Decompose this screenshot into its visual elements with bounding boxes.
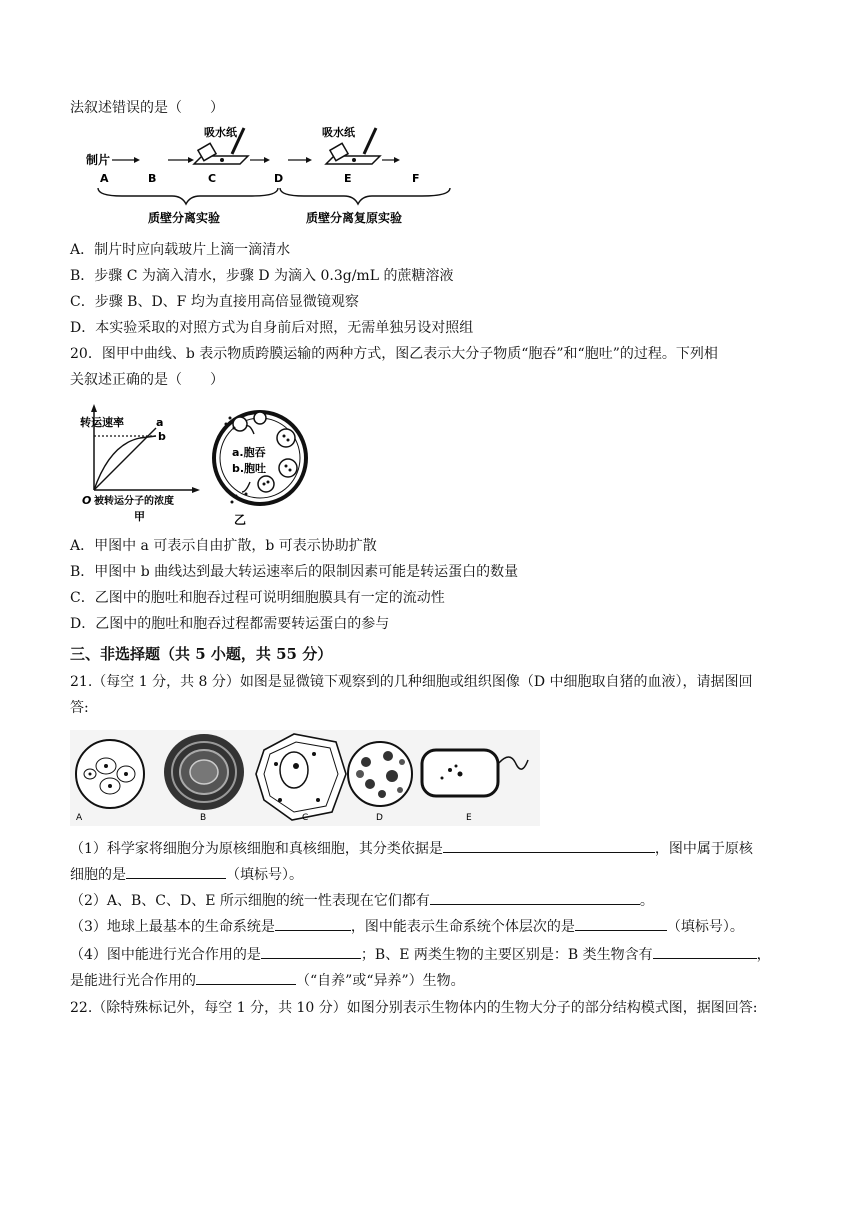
answer-blank-3[interactable] xyxy=(430,890,640,905)
answer-blank-8[interactable] xyxy=(196,970,296,985)
q19-stem-tail: 法叙述错误的是（ ） xyxy=(70,100,224,116)
q21-part1-line2: 细胞的是 （填标号）。 xyxy=(70,864,303,885)
label-absorbent-1: 吸水纸 xyxy=(204,126,237,139)
q19-experiment-figure xyxy=(82,124,462,230)
label-endocytosis: a.胞吞 xyxy=(232,446,266,459)
svg-text:E: E xyxy=(344,172,352,185)
cell-a-icon xyxy=(76,740,144,808)
label-deplasmolysis: 质壁分离复原实验 xyxy=(306,211,403,225)
q21-stem-line1: 21.（每空 1 分，共 8 分）如图是显微镜下观察到的几种细胞或组织图像（D 中细胞取自猪的血液），请据图回 xyxy=(70,674,753,690)
q21-part4-line2: 是能进行光合作用的 （“自养”或“异养”）生物。 xyxy=(70,970,465,991)
label-plasmolysis: 质壁分离实验 xyxy=(148,211,221,225)
q19-option-b: B．步骤 C 为滴入清水，步骤 D 为滴入 0.3g/mL 的蔗糖溶液 xyxy=(70,268,454,284)
svg-text:O: O xyxy=(82,494,92,507)
svg-text:C: C xyxy=(208,172,217,185)
q21-stem-line2: 答: xyxy=(70,700,89,716)
q20-option-b: B．甲图中 b 曲线达到最大转运速率后的限制因素可能是转运蛋白的数量 xyxy=(70,564,519,580)
svg-text:A: A xyxy=(100,172,109,185)
q20-figure-yi xyxy=(206,404,314,528)
q21-part3: （3）地球上最基本的生命系统是 ，图中能表示生命系统个体层次的是 （填标号）。 xyxy=(70,916,744,937)
q20-graph-jia xyxy=(76,404,206,526)
answer-blank-7[interactable] xyxy=(653,944,757,959)
svg-text:被转运分子的浓度: 被转运分子的浓度 xyxy=(94,496,174,507)
answer-blank-5[interactable] xyxy=(575,916,667,931)
cell-b-icon xyxy=(164,734,244,810)
q20-stem-line2: 关叙述正确的是（ ） xyxy=(70,372,224,388)
q20-option-a: A．甲图中 a 可表示自由扩散，b 可表示协助扩散 xyxy=(70,538,377,554)
svg-text:A: A xyxy=(76,813,83,823)
q19-option-a: A．制片时应向载玻片上滴一滴清水 xyxy=(70,242,291,258)
svg-text:B: B xyxy=(148,172,157,185)
q20-option-c: C．乙图中的胞吐和胞吞过程可说明细胞膜具有一定的流动性 xyxy=(70,590,445,606)
svg-text:B: B xyxy=(200,813,207,823)
svg-text:D: D xyxy=(376,813,383,823)
svg-text:F: F xyxy=(412,172,420,185)
svg-text:转运速率: 转运速率 xyxy=(80,416,124,429)
svg-text:b: b xyxy=(158,430,166,443)
svg-text:C: C xyxy=(302,813,309,823)
svg-text:a: a xyxy=(156,416,164,429)
label-zhipian: 制片 xyxy=(86,153,111,167)
svg-text:乙: 乙 xyxy=(234,513,247,527)
q22-stem: 22.（除特殊标记外，每空 1 分，共 10 分）如图分别表示生物体内的生物大分子的部分结构模式图，据图回答: xyxy=(70,1000,758,1016)
label-exocytosis: b.胞吐 xyxy=(232,462,267,475)
q19-option-d: D．本实验采取的对照方式为自身前后对照，无需单独另设对照组 xyxy=(70,320,474,336)
q21-part2: （2）A、B、C、D、E 所示细胞的统一性表现在它们都有 。 xyxy=(70,890,654,911)
answer-blank-1[interactable] xyxy=(443,838,655,853)
label-absorbent-2: 吸水纸 xyxy=(322,126,355,139)
answer-blank-6[interactable] xyxy=(261,944,361,959)
svg-text:D: D xyxy=(274,172,284,185)
section-heading: 三、非选择题（共 5 小题，共 55 分） xyxy=(70,645,333,663)
answer-blank-2[interactable] xyxy=(126,864,226,879)
answer-blank-4[interactable] xyxy=(275,916,351,931)
q19-option-c: C．步骤 B、D、F 均为直接用高倍显微镜观察 xyxy=(70,294,359,310)
svg-text:E: E xyxy=(466,813,472,823)
svg-text:甲: 甲 xyxy=(134,510,145,523)
q21-part4-line1: （4）图中能进行光合作用的是 ；B、E 两类生物的主要区别是：B 类生物含有 ， xyxy=(70,944,771,965)
cell-d-icon xyxy=(348,742,412,806)
q21-cells-figure xyxy=(70,730,540,826)
q20-option-d: D．乙图中的胞吐和胞吞过程都需要转运蛋白的参与 xyxy=(70,616,390,632)
q20-stem-line1: 20．图甲中曲线、b 表示物质跨膜运输的两种方式，图乙表示大分子物质“胞吞”和“胞吐”的过程。下列相 xyxy=(70,346,718,362)
q21-part1-line1: （1）科学家将细胞分为原核细胞和真核细胞，其分类依据是 ，图中属于原核 xyxy=(70,838,753,859)
